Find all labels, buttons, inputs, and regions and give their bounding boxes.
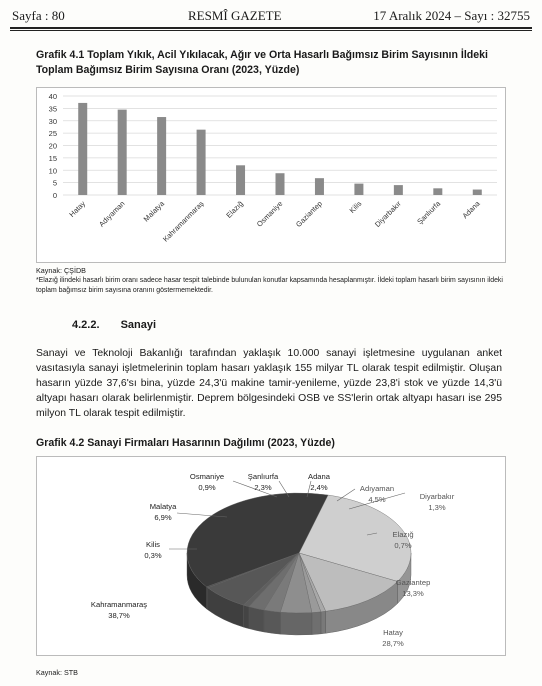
pie-side-osmaniye xyxy=(243,605,249,629)
pie-value-label: 2,3% xyxy=(254,483,272,492)
pie-label: Malatya xyxy=(149,502,177,511)
x-tick-label: Diyarbakır xyxy=(372,199,403,229)
pie-value-label: 1,3% xyxy=(428,503,446,512)
pie-value-label: 28,7% xyxy=(382,639,404,648)
section-heading xyxy=(72,319,156,331)
pie-side-diyarbakır xyxy=(312,612,321,635)
x-tick-label: Gaziantep xyxy=(293,199,324,229)
bar-kilis xyxy=(354,184,363,195)
pie-value-label: 38,7% xyxy=(108,611,130,620)
bar-elazığ xyxy=(236,165,245,195)
x-tick-label: Elazığ xyxy=(224,199,245,220)
bar-adıyaman xyxy=(118,110,127,195)
pie-label: Kilis xyxy=(146,540,160,549)
pie-chart-svg xyxy=(37,457,507,657)
graph2-title: Grafik 4.2 Sanayi Firmaları Hasarının Dağılımı (2023, Yüzde) xyxy=(36,437,335,449)
bar-adana xyxy=(473,190,482,195)
bar-hatay xyxy=(78,103,87,195)
y-tick-label: 5 xyxy=(52,178,57,188)
pie-label: Osmaniye xyxy=(189,472,225,481)
y-tick-label: 10 xyxy=(48,166,57,176)
y-tick-label: 40 xyxy=(48,92,57,101)
pie-label: Diyarbakır xyxy=(419,492,455,501)
page-header xyxy=(10,6,532,28)
pie-side-adana xyxy=(264,610,280,634)
pie-value-label: 0,9% xyxy=(198,483,216,492)
pie-value-label: 13,3% xyxy=(402,589,424,598)
graph1-title: Grafik 4.1 Toplam Yıkık, Acil Yıkılacak, Ağır ve Orta Hasarlı Bağımsız Birim Sayısının İldeki Toplam Bağımsız Birim Sayısına Oranı (2023, Yüzde) xyxy=(36,49,488,76)
x-tick-label: Hatay xyxy=(67,199,88,219)
x-tick-label: Malatya xyxy=(141,199,167,224)
x-tick-label: Kahramanmaraş xyxy=(160,199,206,244)
section-paragraph: Sanayi ve Teknoloji Bakanlığı tarafından yaklaşık 10.000 sanayi işletmesine uygulanan anket vasıtasıyla sanayi işletmelerinin toplam hasarı yaklaşık 155 milyar TL olarak tespit edilmiştir. Oluşan hasarın yüzde 37,6'sı bina, yüzde 24,3'ü makine tamir-yenileme, yüzde 23,8'i stok ve yüzde 14,3'ü altyapı hasarı olarak belirlenmiştir. Deprem bölgesindeki OSB ve SS'lerin ortak altyapı hasarı ise 295 milyon TL olarak tespit edilmiştir. xyxy=(36,348,502,419)
page-number: Sayfa : 80 xyxy=(12,8,65,23)
x-tick-label: Adıyaman xyxy=(96,199,127,229)
issue-info: 17 Aralık 2024 – Sayı : 32755 xyxy=(373,8,530,23)
journal-name: RESMÎ GAZETE xyxy=(188,8,282,23)
bar-gaziantep xyxy=(315,178,324,195)
graph1-source: Kaynak: ÇŞİDB xyxy=(36,266,86,275)
pie-value-label: 0,3% xyxy=(144,551,162,560)
bar-şanlıurfa xyxy=(433,188,442,195)
pie-chart xyxy=(36,456,506,656)
y-tick-label: 20 xyxy=(48,141,57,151)
y-tick-label: 15 xyxy=(48,153,57,163)
header-rule xyxy=(10,27,532,29)
x-tick-label: Osmaniye xyxy=(254,199,285,229)
bar-diyarbakır xyxy=(394,185,403,195)
y-tick-label: 35 xyxy=(48,104,57,114)
pie-side-elazığ xyxy=(321,611,326,634)
pie-value-label: 2,4% xyxy=(310,483,328,492)
bar-chart xyxy=(36,87,506,263)
pie-label: Elazığ xyxy=(392,530,414,539)
x-tick-label: Adana xyxy=(460,199,482,221)
section-title: Sanayi xyxy=(120,319,157,331)
graph2-source: Kaynak: STB xyxy=(36,668,78,677)
pie-side-şanlıurfa xyxy=(249,607,264,632)
pie-label: Adana xyxy=(308,472,330,481)
graph1-note: *Elazığ ilindeki hasarlı birim oranı sadece hasar tespit talebinde bulunulan konutlar kapsamında hesaplanmıştır. İldeki toplam hasarlı birim sayısının ildeki toplam bağımsız birim sayısına oranını göstermemektedir. xyxy=(36,277,503,294)
pie-label: Gaziantep xyxy=(395,578,431,587)
pie-label: Hatay xyxy=(383,628,403,637)
x-tick-label: Şanlıurfa xyxy=(415,199,443,227)
pie-side-adıyaman xyxy=(280,612,312,635)
y-tick-label: 25 xyxy=(48,129,57,139)
bar-osmaniye xyxy=(276,173,285,195)
y-tick-label: 30 xyxy=(48,116,57,126)
pie-label: Şanlıurfa xyxy=(247,472,279,481)
bar-kahramanmaraş xyxy=(197,130,206,195)
y-tick-label: 0 xyxy=(52,191,57,200)
pie-value-label: 0,7% xyxy=(394,541,412,550)
bar-malatya xyxy=(157,117,166,195)
section-number: 4.2.2. xyxy=(72,319,100,331)
bar-chart-svg xyxy=(37,88,507,264)
pie-value-label: 6,9% xyxy=(154,513,172,522)
pie-label: Kahramanmaraş xyxy=(90,600,148,609)
x-tick-label: Kilis xyxy=(347,199,364,215)
header-rule-thin xyxy=(10,30,532,31)
pie-value-label: 4,5% xyxy=(368,495,386,504)
pie-label: Adıyaman xyxy=(359,484,395,493)
